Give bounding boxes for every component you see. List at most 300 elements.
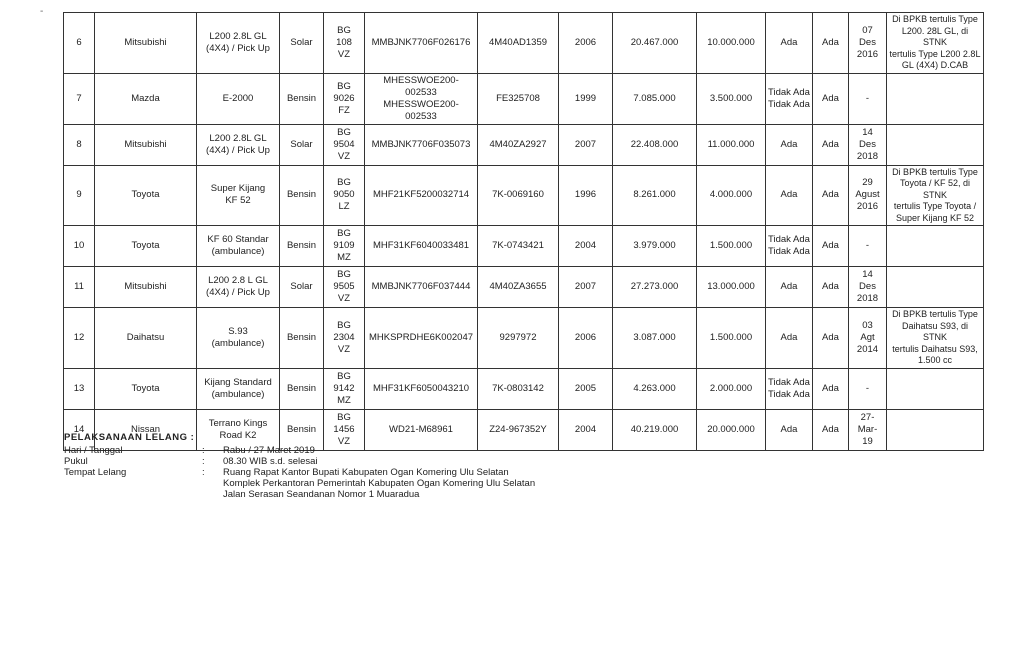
cell-tanggal-line: 14 <box>862 126 873 138</box>
cell-no-polisi-line: MZ <box>337 252 351 263</box>
cell-tanggal <box>849 368 887 409</box>
cell-no-rangka-line: MHF21KF5200032714 <box>372 189 470 201</box>
cell-bahan-bakar-line: Solar <box>290 281 313 292</box>
cell-nilai-limit-line: 7.085.000 <box>633 92 676 104</box>
cell-merk <box>95 267 197 308</box>
cell-no-polisi-line: BG <box>337 177 351 189</box>
cell-no-polisi-line: 9505 <box>333 281 355 292</box>
cell-tipe-line: (ambulance) <box>211 388 265 400</box>
cell-no-polisi-line: BG <box>337 228 351 239</box>
cell-no <box>64 226 95 267</box>
cell-keterangan <box>887 226 984 267</box>
cell-no-rangka-line: MMBJNK7706F035073 <box>371 138 471 150</box>
cell-no-polisi <box>324 13 365 74</box>
cell-tanggal <box>849 124 887 165</box>
cell-no-polisi-line: BG <box>337 126 351 138</box>
cell-bahan-bakar <box>280 409 324 450</box>
cell-keterangan-line: tertulis Type Toyota / <box>893 201 977 211</box>
cell-bpkb <box>766 368 813 409</box>
cell-nilai-limit-line: 40.219.000 <box>630 423 679 435</box>
cell-tipe-line: L200 2.8L GL <box>209 30 267 42</box>
cell-keterangan <box>887 13 984 74</box>
cell-stnk <box>813 368 849 409</box>
cell-tanggal-line: 19 <box>862 435 873 447</box>
cell-no-mesin-line: 7K-0069160 <box>492 189 544 201</box>
cell-no-polisi-line: VZ <box>337 150 351 162</box>
cell-uang-jaminan <box>697 165 766 226</box>
cell-bpkb-line: Tidak Ada <box>768 246 810 257</box>
schedule-row <box>64 456 318 467</box>
cell-tanggal-line: 14 <box>862 269 873 280</box>
cell-no-polisi-line: 108 <box>336 36 352 48</box>
cell-merk-line: Toyota <box>131 189 160 201</box>
cell-tipe-line: L200 2.8 L GL <box>208 275 268 286</box>
cell-stnk <box>813 124 849 165</box>
table-row <box>64 226 984 267</box>
cell-keterangan <box>887 308 984 369</box>
cell-tahun-line: 2004 <box>574 423 597 435</box>
cell-uang-jaminan <box>697 73 766 124</box>
cell-uang-jaminan <box>697 124 766 165</box>
cell-merk <box>95 368 197 409</box>
cell-uang-jaminan-line: 4.000.000 <box>709 189 753 201</box>
cell-tipe-line: E-2000 <box>222 92 254 104</box>
cell-tipe-line: Terrano Kings <box>208 417 268 429</box>
cell-nilai-limit <box>613 13 697 74</box>
cell-nilai-limit-line: 20.467.000 <box>630 36 679 48</box>
cell-bahan-bakar-line: Bensin <box>286 382 317 394</box>
cell-tanggal-line: 2016 <box>856 48 879 60</box>
cell-tipe <box>197 409 280 450</box>
cell-tanggal <box>849 409 887 450</box>
cell-tanggal <box>849 73 887 124</box>
cell-merk-line: Mitsubishi <box>124 36 167 48</box>
cell-bpkb <box>766 165 813 226</box>
cell-no-polisi-line: 9109 <box>333 240 355 251</box>
cell-uang-jaminan-line: 11.000.000 <box>707 138 755 150</box>
cell-tahun-line: 1999 <box>574 92 597 104</box>
cell-stnk <box>813 409 849 450</box>
cell-no-polisi-line: BG <box>337 80 351 92</box>
cell-tipe <box>197 308 280 369</box>
cell-keterangan-line: Toyota / KF 52, di STNK <box>899 178 971 200</box>
cell-no-rangka <box>365 13 478 74</box>
cell-nilai-limit <box>613 409 697 450</box>
cell-stnk-line: Ada <box>822 36 839 48</box>
cell-tahun <box>559 165 613 226</box>
cell-no <box>64 308 95 369</box>
cell-keterangan <box>887 409 984 450</box>
cell-bahan-bakar <box>280 165 324 226</box>
cell-tipe <box>197 165 280 226</box>
cell-nilai-limit <box>613 226 697 267</box>
cell-no-mesin-line: 4M40ZA3655 <box>489 281 547 292</box>
cell-no-rangka-line: WD21-M68961 <box>389 423 453 435</box>
schedule-title: PELAKSANAAN LELANG : <box>64 432 195 443</box>
cell-bahan-bakar <box>280 267 324 308</box>
cell-tipe <box>197 124 280 165</box>
cell-tahun-line: 2007 <box>574 281 597 292</box>
cell-no-polisi-line: 9504 <box>333 138 355 150</box>
cell-tanggal-line: 07 <box>862 24 873 36</box>
cell-tahun-line: 2006 <box>574 36 597 48</box>
cell-no-mesin <box>478 409 559 450</box>
cell-nilai-limit-line: 8.261.000 <box>633 189 676 201</box>
cell-tanggal-line: 27- <box>860 411 875 423</box>
cell-no-polisi <box>324 409 365 450</box>
cell-nilai-limit <box>613 368 697 409</box>
cell-tipe <box>197 267 280 308</box>
cell-no-rangka <box>365 73 478 124</box>
schedule-label: Tempat Lelang <box>64 467 127 478</box>
cell-uang-jaminan <box>697 13 766 74</box>
cell-nilai-limit <box>613 308 697 369</box>
cell-no-mesin <box>478 165 559 226</box>
cell-no-polisi-line: BG <box>337 24 351 36</box>
cell-tipe <box>197 226 280 267</box>
cell-uang-jaminan-line: 1.500.000 <box>709 240 753 251</box>
cell-tanggal <box>849 226 887 267</box>
cell-keterangan <box>887 124 984 165</box>
cell-no-polisi-line: 1456 <box>333 423 355 435</box>
cell-no-mesin <box>478 267 559 308</box>
schedule-row <box>64 467 509 478</box>
table-body <box>64 13 984 451</box>
cell-tipe-line: Super Kijang <box>210 183 266 195</box>
cell-tanggal-line: Agust <box>855 189 880 201</box>
cell-no-mesin <box>478 124 559 165</box>
cell-tanggal-line: 2018 <box>856 293 879 304</box>
cell-tanggal <box>849 267 887 308</box>
vehicle-auction-table <box>63 12 984 451</box>
cell-bpkb <box>766 73 813 124</box>
cell-bahan-bakar <box>280 368 324 409</box>
cell-nilai-limit-line: 27.273.000 <box>630 281 679 292</box>
schedule-row <box>64 489 420 500</box>
cell-no-polisi-line: 2304 <box>333 331 355 343</box>
cell-no-polisi-line: 9050 <box>333 189 355 201</box>
cell-no-rangka <box>365 308 478 369</box>
cell-tanggal-line: Des <box>859 281 876 292</box>
cell-no-mesin <box>478 13 559 74</box>
cell-merk-line: Mitsubishi <box>124 138 167 150</box>
table-row <box>64 124 984 165</box>
cell-no-mesin-line: 4M40AD1359 <box>488 36 548 48</box>
cell-keterangan-line: Daihatsu S93, di STNK <box>901 320 969 342</box>
cell-tipe <box>197 13 280 74</box>
cell-bpkb <box>766 409 813 450</box>
cell-stnk <box>813 165 849 226</box>
cell-no-line: 7 <box>76 92 82 104</box>
schedule-value: Rabu / 27 Maret 2019 <box>223 445 315 456</box>
cell-no-polisi-line: 9142 <box>333 382 355 394</box>
cell-tipe-line: (4X4) / Pick Up <box>206 287 270 298</box>
cell-nilai-limit-line: 4.263.000 <box>633 382 676 394</box>
cell-uang-jaminan <box>697 226 766 267</box>
cell-merk-line: Mitsubishi <box>124 281 167 292</box>
cell-no-mesin-line: 7K-0803142 <box>492 382 544 394</box>
cell-uang-jaminan-line: 20.000.000 <box>707 423 755 435</box>
cell-no-rangka <box>365 165 478 226</box>
cell-bpkb-line: Ada <box>780 281 798 292</box>
cell-merk <box>95 73 197 124</box>
cell-stnk-line: Ada <box>822 138 839 150</box>
cell-no-line: 8 <box>76 138 82 150</box>
cell-tipe-line: Road K2 <box>219 429 257 441</box>
cell-keterangan-line: Di BPKB tertulis Type <box>892 166 978 177</box>
cell-tahun-line: 2005 <box>574 382 597 394</box>
cell-merk-line: Toyota <box>131 240 160 251</box>
cell-no-mesin-line: Z24-967352Y <box>489 423 547 435</box>
cell-keterangan <box>887 267 984 308</box>
cell-bpkb-line: Tidak Ada <box>768 86 810 98</box>
cell-stnk <box>813 267 849 308</box>
cell-no-rangka <box>365 368 478 409</box>
cell-keterangan-line: 1.500 cc <box>917 355 953 365</box>
cell-no-mesin <box>478 308 559 369</box>
schedule-row <box>64 478 536 489</box>
cell-stnk-line: Ada <box>822 189 839 201</box>
cell-uang-jaminan-line: 13.000.000 <box>707 281 755 292</box>
cell-merk <box>95 124 197 165</box>
cell-bahan-bakar-line: Solar <box>290 36 313 48</box>
cell-merk-line: Toyota <box>131 382 160 394</box>
cell-tanggal-line: Mar- <box>857 423 878 435</box>
cell-merk <box>95 13 197 74</box>
cell-tipe <box>197 73 280 124</box>
table-row <box>64 308 984 369</box>
cell-no-mesin <box>478 226 559 267</box>
cell-no-rangka-line: MMBJNK7706F026176 <box>371 36 471 48</box>
table-row <box>64 267 984 308</box>
cell-tahun <box>559 409 613 450</box>
cell-nilai-limit <box>613 267 697 308</box>
schedule-value: Ruang Rapat Kantor Bupati Kabupaten Ogan Komering Ulu Selatan <box>223 467 509 478</box>
cell-no <box>64 13 95 74</box>
cell-bahan-bakar-line: Solar <box>290 138 313 150</box>
cell-nilai-limit <box>613 124 697 165</box>
cell-bpkb-line: Ada <box>780 331 798 343</box>
schedule-value: Jalan Serasan Seandanan Nomor 1 Muaradua <box>223 489 420 500</box>
cell-keterangan-line: Di BPKB tertulis Type <box>892 14 978 24</box>
schedule-row <box>64 445 315 456</box>
cell-no-rangka-line: MHKSPRDHE6K002047 <box>368 331 474 343</box>
cell-tanggal-line: - <box>865 382 870 394</box>
cell-no-polisi-line: VZ <box>337 435 351 447</box>
cell-no-polisi <box>324 368 365 409</box>
cell-tahun <box>559 267 613 308</box>
cell-bahan-bakar <box>280 124 324 165</box>
cell-bpkb-line: Ada <box>780 189 798 201</box>
cell-tanggal-line: 03 <box>862 319 873 331</box>
cell-tanggal-line: Des <box>859 138 876 150</box>
cell-no-polisi-line: BG <box>337 269 351 280</box>
cell-uang-jaminan <box>697 409 766 450</box>
cell-tanggal-line: 29 <box>862 177 873 189</box>
cell-merk-line: Mazda <box>131 92 160 104</box>
cell-tahun-line: 1996 <box>574 189 597 201</box>
cell-tipe-line: (4X4) / Pick Up <box>206 144 270 156</box>
cell-bpkb <box>766 308 813 369</box>
cell-no-rangka-line: MHESSWOE200- 002533 <box>383 98 459 122</box>
cell-bpkb-line: Ada <box>780 138 798 150</box>
cell-bahan-bakar <box>280 226 324 267</box>
cell-tipe-line: (ambulance) <box>211 246 265 257</box>
schedule-value: 08.30 WIB s.d. selesai <box>223 456 318 467</box>
cell-nilai-limit-line: 3.087.000 <box>633 331 676 343</box>
cell-tipe-line: KF 60 Standar <box>207 234 269 245</box>
cell-no-polisi <box>324 308 365 369</box>
cell-tahun <box>559 13 613 74</box>
cell-no <box>64 368 95 409</box>
cell-tanggal <box>849 165 887 226</box>
cell-tanggal-line: Des <box>859 36 876 48</box>
cell-no <box>64 267 95 308</box>
cell-no-polisi-line: 9026 <box>333 92 355 104</box>
cell-merk-line: Nissan <box>130 423 161 435</box>
cell-stnk-line: Ada <box>822 281 839 292</box>
cell-tipe-line: (4X4) / Pick Up <box>206 42 270 54</box>
cell-no-rangka-line: MHESSWOE200- 002533 <box>383 74 459 98</box>
cell-keterangan-line: L200. 28L GL, di STNK <box>901 25 969 47</box>
cell-bahan-bakar-line: Bensin <box>286 92 317 104</box>
cell-no-rangka-line: MHF31KF6040033481 <box>372 240 470 251</box>
cell-nilai-limit-line: 3.979.000 <box>633 240 676 251</box>
cell-tahun <box>559 368 613 409</box>
table-row <box>64 13 984 74</box>
cell-no-polisi-line: VZ <box>337 343 351 355</box>
cell-bpkb-line: Ada <box>780 36 798 48</box>
schedule-rows <box>64 445 536 500</box>
cell-merk <box>95 165 197 226</box>
cell-uang-jaminan <box>697 267 766 308</box>
cell-no-rangka-line: MMBJNK7706F037444 <box>371 281 471 292</box>
cell-bpkb <box>766 124 813 165</box>
cell-keterangan-line: tertulis Daihatsu S93, <box>892 343 978 354</box>
cell-keterangan-line: GL (4X4) D.CAB <box>901 60 969 70</box>
cell-tipe-line: L200 2.8L GL <box>209 132 267 144</box>
schedule-separator: : <box>202 445 205 456</box>
cell-no-rangka <box>365 409 478 450</box>
cell-stnk-line: Ada <box>822 240 839 251</box>
cell-bahan-bakar <box>280 308 324 369</box>
cell-tanggal-line: - <box>865 240 870 251</box>
cell-no-polisi-line: LZ <box>338 201 350 213</box>
cell-no-polisi-line: FZ <box>338 104 350 116</box>
cell-bahan-bakar-line: Bensin <box>286 423 317 435</box>
table-row <box>64 165 984 226</box>
schedule-label: Pukul <box>64 456 88 467</box>
cell-tipe <box>197 368 280 409</box>
cell-no-line: 11 <box>74 281 84 292</box>
cell-no-polisi <box>324 226 365 267</box>
cell-nilai-limit-line: 22.408.000 <box>630 138 679 150</box>
cell-bpkb-line: Ada <box>780 423 798 435</box>
cell-merk-line: Daihatsu <box>126 331 165 343</box>
cell-bahan-bakar-line: Bensin <box>286 331 317 343</box>
cell-bpkb <box>766 226 813 267</box>
cell-no-mesin <box>478 368 559 409</box>
cell-tahun-line: 2004 <box>574 240 597 251</box>
cell-stnk-line: Ada <box>822 92 839 104</box>
cell-stnk <box>813 308 849 369</box>
cell-keterangan <box>887 73 984 124</box>
cell-uang-jaminan-line: 10.000.000 <box>707 36 755 48</box>
cell-bahan-bakar-line: Bensin <box>286 240 317 251</box>
table-row <box>64 368 984 409</box>
cell-no-polisi <box>324 165 365 226</box>
cell-no-polisi-line: VZ <box>337 293 351 304</box>
cell-tahun <box>559 124 613 165</box>
schedule-value: Komplek Perkantoran Pemerintah Kabupaten Ogan Komering Ulu Selatan <box>223 478 536 489</box>
cell-tanggal-line: - <box>865 92 870 104</box>
cell-no-polisi-line: BG <box>337 370 351 382</box>
cell-tahun <box>559 226 613 267</box>
cell-tahun <box>559 73 613 124</box>
cell-stnk-line: Ada <box>822 382 839 394</box>
table-row <box>64 73 984 124</box>
cell-no-polisi <box>324 73 365 124</box>
cell-bahan-bakar <box>280 13 324 74</box>
cell-no-line: 13 <box>73 382 85 394</box>
cell-keterangan-line: Super Kijang KF 52 <box>895 212 975 223</box>
cell-no <box>64 73 95 124</box>
cell-tahun-line: 2007 <box>574 138 597 150</box>
cell-tahun <box>559 308 613 369</box>
cell-tipe-line: Kijang Standard <box>204 376 272 388</box>
cell-uang-jaminan <box>697 308 766 369</box>
cell-no <box>64 165 95 226</box>
cell-bpkb-line: Tidak Ada <box>768 98 810 110</box>
cell-no-line: 10 <box>73 240 85 251</box>
cell-no-line: 14 <box>73 423 85 435</box>
cell-no-mesin-line: FE325708 <box>496 92 540 104</box>
cell-no-mesin-line: 4M40ZA2927 <box>489 138 547 150</box>
cell-no-line: 9 <box>76 189 82 201</box>
cell-uang-jaminan-line: 1.500.000 <box>709 331 753 343</box>
cell-tanggal <box>849 13 887 74</box>
cell-no-rangka-line: MHF31KF6050043210 <box>372 382 470 394</box>
cell-tahun-line: 2006 <box>574 331 597 343</box>
cell-tanggal-line: 2014 <box>856 343 879 355</box>
cell-no-mesin-line: 7K-0743421 <box>492 240 544 251</box>
cell-nilai-limit <box>613 165 697 226</box>
cell-merk <box>95 226 197 267</box>
cell-uang-jaminan-line: 2.000.000 <box>709 382 753 394</box>
cell-no-mesin-line: 9297972 <box>499 331 537 343</box>
cell-nilai-limit <box>613 73 697 124</box>
cell-no-rangka <box>365 226 478 267</box>
cell-stnk <box>813 73 849 124</box>
cell-stnk <box>813 226 849 267</box>
cell-no-polisi <box>324 124 365 165</box>
cell-keterangan <box>887 368 984 409</box>
cell-keterangan <box>887 165 984 226</box>
cell-stnk-line: Ada <box>822 331 839 343</box>
cell-tanggal <box>849 308 887 369</box>
scan-mark: - <box>40 6 44 17</box>
cell-tipe-line: S.93 <box>228 325 248 337</box>
cell-no-line: 6 <box>76 36 82 48</box>
schedule-label: Hari / Tanggal <box>64 445 123 456</box>
cell-no <box>64 124 95 165</box>
cell-bpkb-line: Tidak Ada <box>768 388 810 400</box>
cell-bahan-bakar-line: Bensin <box>286 189 317 201</box>
cell-tanggal-line: Agt <box>860 331 875 343</box>
cell-bpkb <box>766 267 813 308</box>
cell-no-polisi-line: BG <box>337 411 351 423</box>
cell-uang-jaminan <box>697 368 766 409</box>
